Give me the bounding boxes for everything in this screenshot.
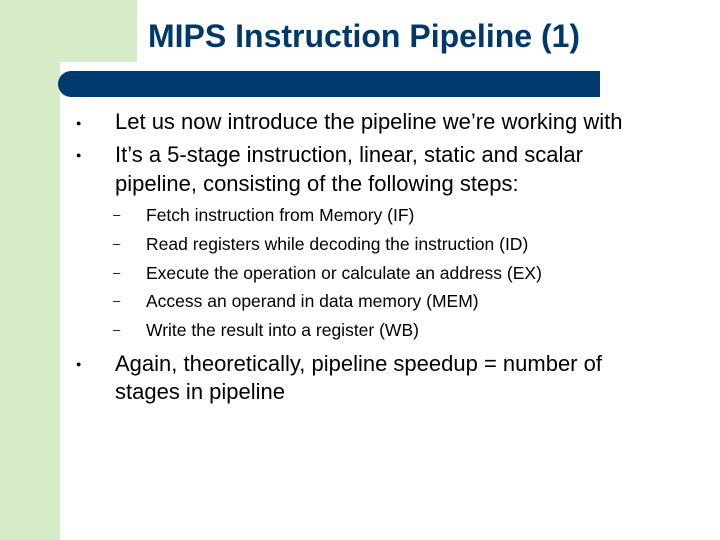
bullet-text-2-line1: It’s a 5-stage instruction, linear, static and scalar	[115, 142, 583, 167]
sub-bullet-mem: Access an operand in data memory (MEM)	[146, 291, 479, 311]
bullet-marker: ●	[76, 359, 82, 369]
sub-bullet-if: Fetch instruction from Memory (IF)	[146, 205, 415, 225]
slide-title: MIPS Instruction Pipeline (1)	[148, 18, 581, 54]
sub-bullet-id: Read registers while decoding the instruction (ID)	[146, 234, 529, 254]
sub-bullet-wb: Write the result into a register (WB)	[146, 320, 419, 340]
top-accent-block	[0, 0, 137, 62]
bullet-text-3-line2: stages in pipeline	[115, 379, 286, 404]
bullet-marker: ●	[76, 118, 82, 128]
left-accent-strip	[0, 0, 60, 540]
bullet-marker: ●	[76, 150, 82, 160]
sub-bullet-marker: –	[113, 236, 121, 251]
title-underline-bar	[58, 71, 600, 97]
sub-bullet-marker: –	[113, 207, 121, 222]
sub-bullet-marker: –	[113, 322, 121, 337]
sub-bullet-ex: Execute the operation or calculate an address (EX)	[146, 263, 542, 283]
sub-bullet-marker: –	[113, 265, 121, 280]
bullet-text-2-line2: pipeline, consisting of the following steps:	[115, 171, 519, 196]
sub-bullet-marker: –	[113, 293, 121, 308]
bullet-text-3-line1: Again, theoretically, pipeline speedup = number of	[115, 351, 602, 376]
bullet-text-1: Let us now introduce the pipeline we’re working with	[115, 109, 623, 134]
